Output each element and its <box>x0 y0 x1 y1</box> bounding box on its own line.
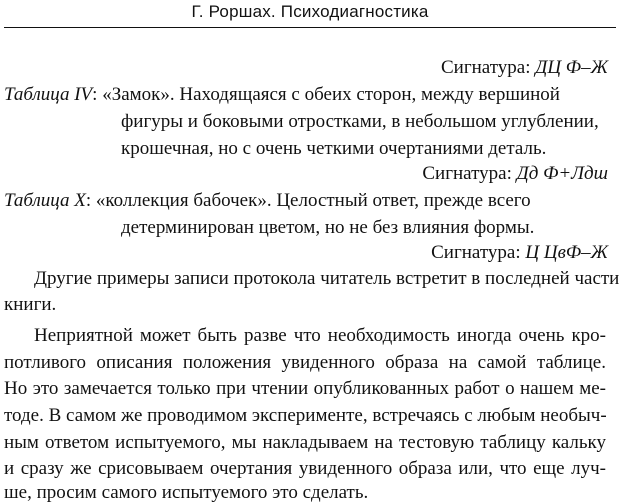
table-iv-line-2: фигуры и боковыми отростками, в небольшом углублении, <box>121 111 599 132</box>
table-x-label: Таблица X <box>4 190 86 211</box>
signature-line-3 <box>431 242 608 264</box>
signature-label: Сигнатура: <box>422 163 512 184</box>
signature-label: Сигнатура: <box>440 57 531 78</box>
signature-code: Дд Ф+Лдш <box>516 163 608 184</box>
paragraph-2-line-4: тоде. В самом же проводимом эксперименте, встречаясь с любым необыч- <box>4 405 607 426</box>
signature-line-2 <box>422 163 608 185</box>
header-rule <box>4 27 616 28</box>
page-header <box>0 0 620 30</box>
signature-code: ДЦ Ф–Ж <box>535 57 608 78</box>
paragraph-2-line-2: потливого описания положения увиденного образа на самой таблице. <box>4 352 606 373</box>
table-iv-line-1 <box>4 84 560 106</box>
table-x-text: : «коллекция бабочек». Целостный ответ, прежде всего <box>85 190 531 211</box>
signature-code: Ц ЦвФ–Ж <box>525 242 608 263</box>
table-iv-text: : «Замок». Находящаяся с обеих сторон, между вершиной <box>92 84 560 105</box>
signature-label: Сигнатура: <box>431 242 521 263</box>
table-x-line-2: детерминирован цветом, но не без влияния формы. <box>121 217 535 238</box>
signature-line-1 <box>441 57 608 79</box>
paragraph-2-line-3: Но это замечается только при чтении опубликованных работ о нашем ме- <box>4 378 606 399</box>
paragraph-2-line-6: и сразу же срисовываем очертания увиденного образа или, что еще луч- <box>4 458 606 479</box>
paragraph-1-line-1: Другие примеры записи протокола читатель встретит в последней части <box>34 268 620 289</box>
table-iv-label: Таблица IV <box>4 84 93 105</box>
table-iv-line-3: крошечная, но с очень четкими очертаниями деталь. <box>121 138 547 159</box>
running-title: Г. Роршах. Психодиагностика <box>191 2 429 21</box>
table-x-line-1 <box>4 190 531 212</box>
paragraph-2-line-7: ше, просим самого испытуемого это сделать. <box>4 482 369 503</box>
paragraph-2-line-1: Неприятной может быть разве что необходимость иногда очень кро- <box>34 325 606 346</box>
paragraph-2-line-5: ным ответом испытуемого, мы накладываем на тестовую таблицу кальку <box>4 432 606 453</box>
paragraph-1-line-2: книги. <box>4 294 57 315</box>
